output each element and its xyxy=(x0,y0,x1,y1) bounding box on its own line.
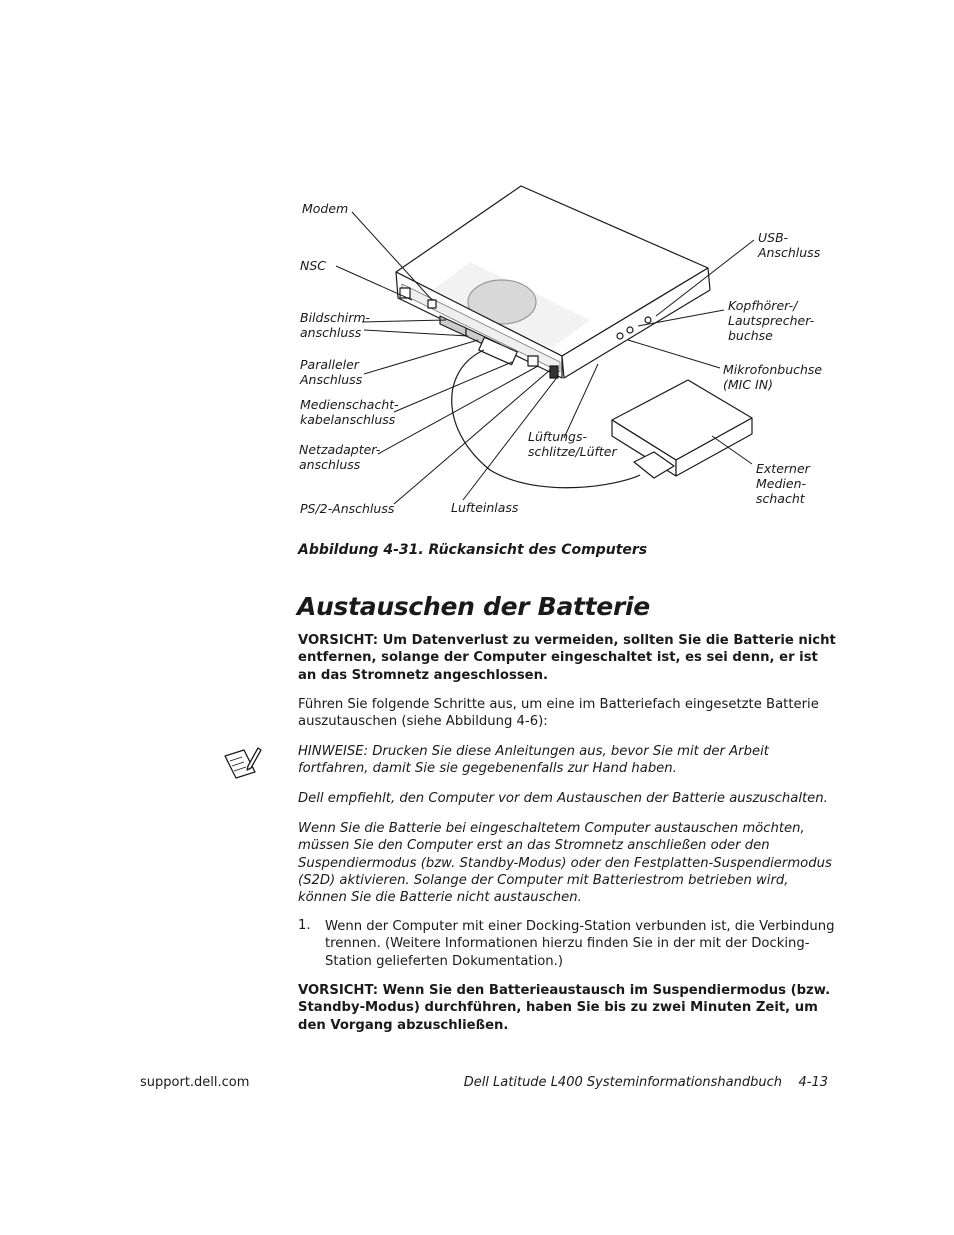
step-1-text: Wenn der Computer mit einer Docking-Station verbunden ist, die Verbindung trennen. (Weitere Informationen hierzu finden Sie in der mit der Docking-Station gelieferten Dokumentation.) xyxy=(325,919,835,969)
mic-jack-shape xyxy=(617,333,623,339)
label-usb: USB- Anschluss xyxy=(758,230,821,260)
ps2-port-shape xyxy=(528,356,538,366)
label-modem: Modem xyxy=(302,201,349,216)
figure-caption: Abbildung 4-31. Rückansicht des Computers xyxy=(298,542,648,558)
caution-2: VORSICHT: Wenn Sie den Batterieaustausch im Suspendiermodus (bzw. Standby-Modus) durchführen, haben Sie bis zu zwei Minuten Zeit, um den Vorgang abzuschließen. xyxy=(298,983,831,1033)
label-kopfhoerer: Kopfhörer-/ Lautsprecher- buchse xyxy=(728,298,815,343)
label-mikrofon: Mikrofonbuchse (MIC IN) xyxy=(723,362,823,392)
section-heading: Austauschen der Batterie xyxy=(297,592,650,621)
label-lufteinlass: Lufteinlass xyxy=(451,500,519,515)
usb-port-shape xyxy=(645,317,651,323)
footer-url: support.dell.com xyxy=(140,1075,250,1090)
power-port-shape xyxy=(550,366,558,378)
caution-1: VORSICHT: Um Datenverlust zu vermeiden, sollten Sie die Batterie nicht entfernen, solange der Computer eingeschaltet ist, es sei denn, er ist an das Stromnetz angeschlossen. xyxy=(298,633,836,683)
note-pencil-icon xyxy=(222,744,262,780)
rear-view-illustration xyxy=(0,0,954,540)
footer-page: Dell Latitude L400 Systeminformationshandbuch 4-13 xyxy=(463,1075,828,1090)
label-netzadapter: Netzadapter- anschluss xyxy=(299,442,381,472)
label-parallel: Paralleler Anschluss xyxy=(300,357,363,387)
intro-paragraph: Führen Sie folgende Schritte aus, um eine im Batteriefach eingesetzte Batterie auszutauschen (siehe Abbildung 4-6): xyxy=(298,697,819,730)
note-1: HINWEISE: Drucken Sie diese Anleitungen aus, bevor Sie mit der Arbeit fortfahren, damit Sie sie gegebenenfalls zur Hand haben. xyxy=(298,744,769,777)
headphone-jack-shape xyxy=(627,327,633,333)
label-ps2: PS/2-Anschluss xyxy=(300,501,395,516)
step-1-number: 1. xyxy=(298,918,311,933)
label-bildschirm: Bildschirm- anschluss xyxy=(300,310,371,340)
label-medienschacht-kabel: Medienschacht- kabelanschluss xyxy=(300,397,399,427)
note-3: Wenn Sie die Batterie bei eingeschaltetem Computer austauschen möchten, müssen Sie den Computer erst an das Stromnetz anschließen oder den Suspendiermodus (bzw. Standby-Modus) oder den Festplatten-Suspendiermodus (S2D) aktivieren. Solange der Computer mit Batteriestrom betrieben wird, können Sie die Batterie nicht austauschen. xyxy=(298,821,832,906)
label-nsc: NSC xyxy=(300,258,327,273)
nsc-port-shape xyxy=(428,300,436,308)
label-extern: Externer Medien- schacht xyxy=(756,461,810,506)
label-lueftung: Lüftungs- schlitze/Lüfter xyxy=(528,429,617,459)
note-2: Dell empfiehlt, den Computer vor dem Austauschen der Batterie auszuschalten. xyxy=(298,791,828,806)
